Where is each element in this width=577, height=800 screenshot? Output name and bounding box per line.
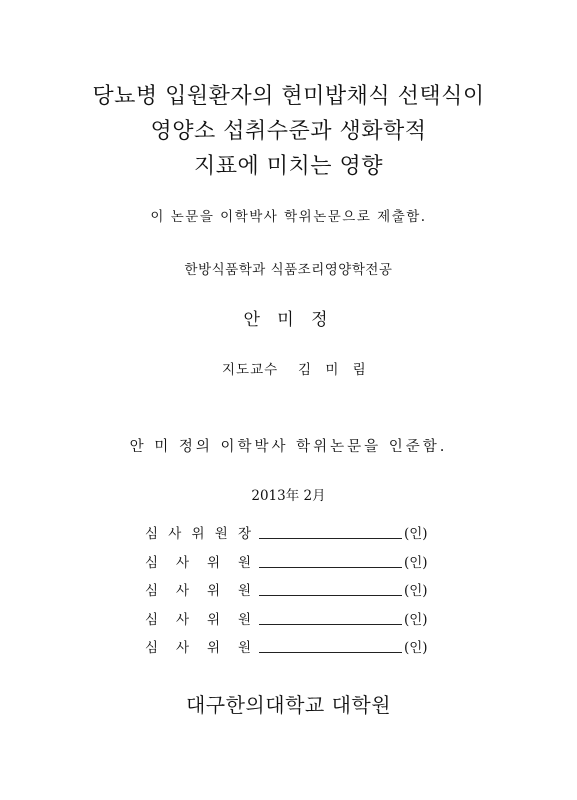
seal-mark: (인) [404, 554, 428, 571]
advisor-name: 김 미 림 [298, 362, 371, 378]
approval-statement: 안 미 정의 이학박사 학위논문을 인준함. [129, 439, 448, 455]
thesis-title-line-3: 지표에 미치는 영향 [193, 154, 383, 179]
committee-member-row [0, 637, 577, 659]
thesis-title-line-1: 당뇨병 입원환자의 현미밥채식 선택식이 [92, 84, 485, 109]
submission-date: 2013年 2月 [251, 488, 326, 504]
signature-line [259, 538, 402, 539]
signature-line [259, 567, 402, 568]
author-name: 안 미 정 [243, 310, 334, 330]
seal-mark: (인) [404, 611, 428, 628]
advisor-label: 지도교수 [222, 362, 279, 378]
submission-statement: 이 논문을 이학박사 학위논문으로 제출함. [150, 209, 427, 225]
university-name: 대구한의대학교 대학원 [185, 693, 392, 717]
committee-member-row [0, 609, 577, 631]
seal-mark: (인) [404, 583, 428, 599]
committee-member-row [0, 580, 577, 602]
committee-member-role: 심 사 위 원 [145, 554, 251, 571]
seal-mark: (인) [404, 526, 428, 542]
signature-line [259, 595, 402, 596]
committee-member-role: 심 사 위 원 장 [145, 526, 251, 542]
committee-member-role: 심 사 위 원 [145, 640, 251, 656]
department: 한방식품학과 식품조리영양학전공 [184, 262, 393, 278]
signature-line [259, 652, 402, 653]
committee-member-role: 심 사 위 원 [145, 611, 251, 628]
committee-member-row [0, 552, 577, 574]
committee-member-role: 심 사 위 원 [145, 583, 251, 599]
seal-mark: (인) [404, 640, 428, 656]
thesis-title-line-2: 영양소 섭취수준과 생화학적 [150, 119, 427, 144]
committee-member-row [0, 523, 577, 545]
signature-line [259, 624, 402, 625]
